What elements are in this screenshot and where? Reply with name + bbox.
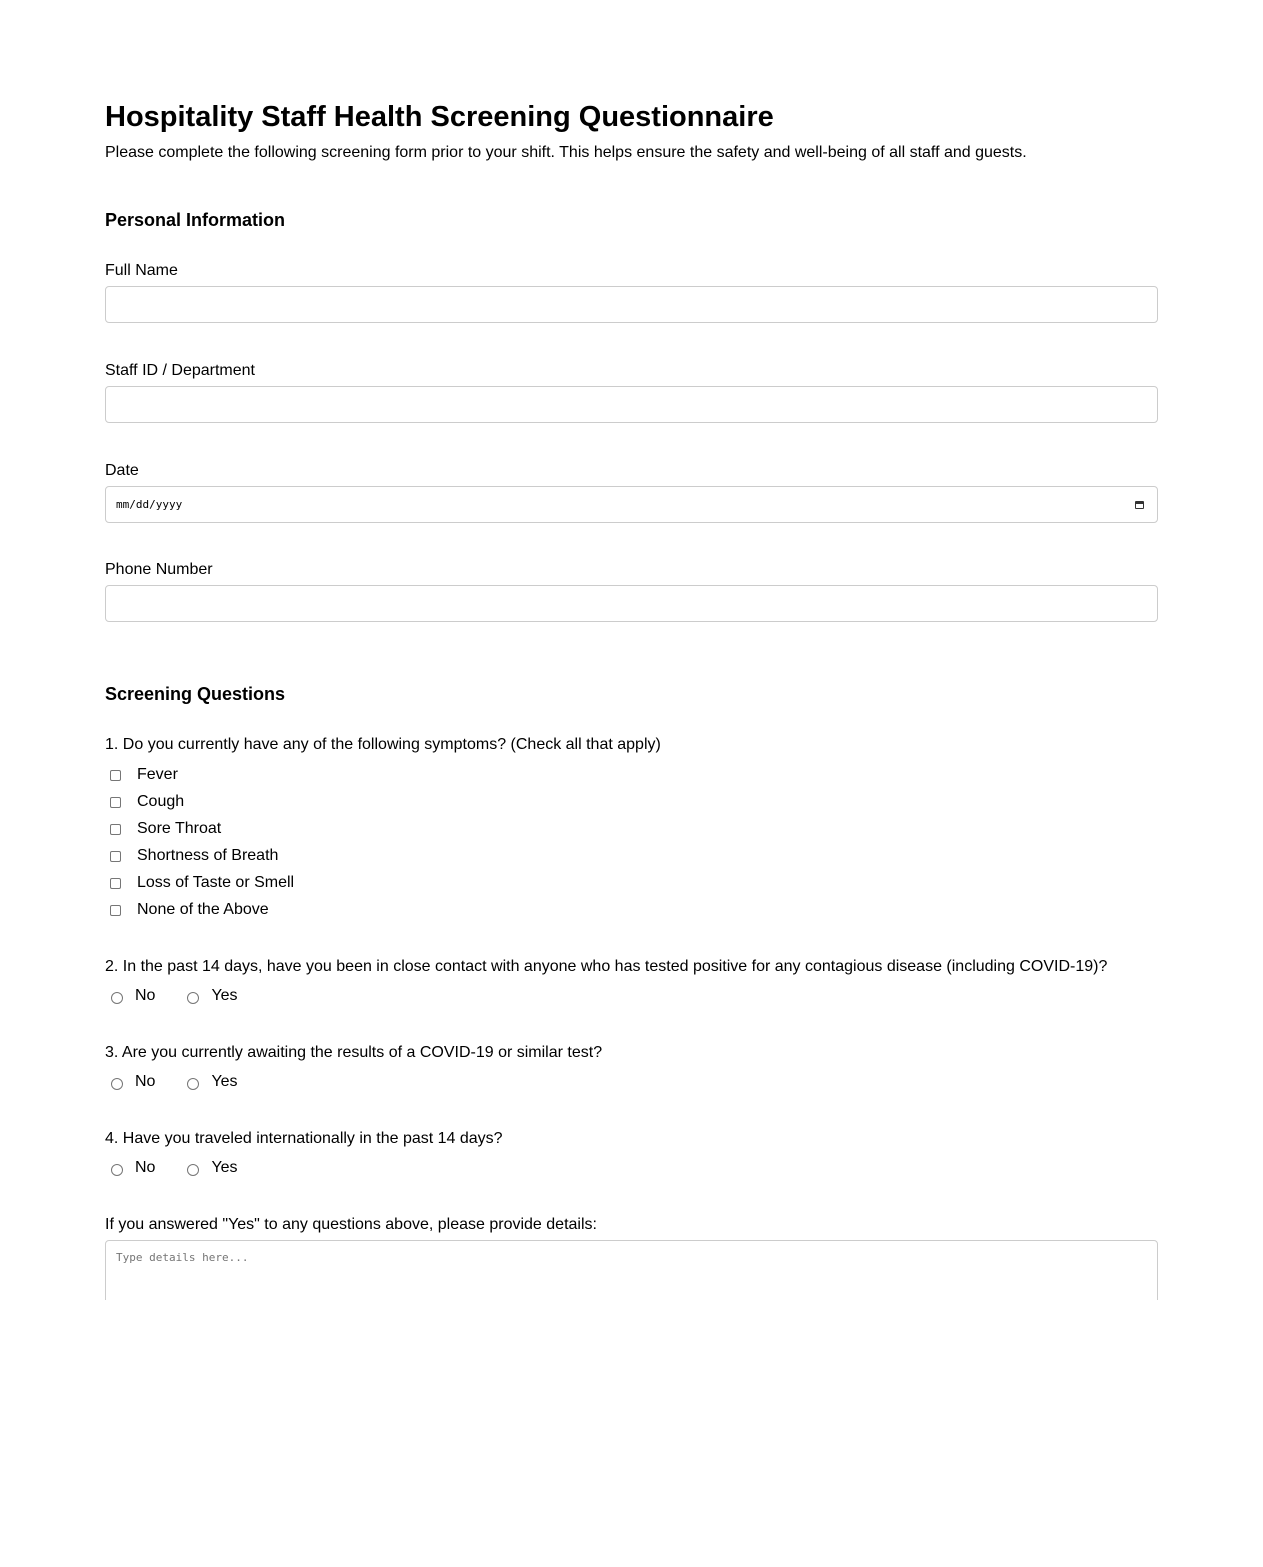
date-input[interactable] [105,486,1158,523]
q2-no-option[interactable]: No [111,987,155,1005]
checkbox[interactable] [110,770,121,781]
radio-button[interactable] [111,1078,123,1090]
intro-text: Please complete the following screening form prior to your shift. This helps ensure the safety and well-being of all staff and guests. [105,144,1027,161]
calendar-icon[interactable] [1135,501,1144,509]
symptom-none[interactable]: None of the Above [110,901,269,919]
symptom-loss-of-taste[interactable]: Loss of Taste or Smell [110,874,294,892]
date-label: Date [105,462,139,479]
staff-id-input[interactable] [105,386,1158,423]
q3-yes-option[interactable]: Yes [187,1073,237,1091]
radio-button[interactable] [187,992,199,1004]
radio-button[interactable] [187,1164,199,1176]
question-3-options [111,1073,238,1091]
q4-yes-option[interactable]: Yes [187,1159,237,1177]
question-1: 1. Do you currently have any of the following symptoms? (Check all that apply) [105,736,661,753]
symptom-sore-throat[interactable]: Sore Throat [110,820,221,838]
staff-id-label: Staff ID / Department [105,362,255,379]
screening-heading: Screening Questions [105,684,286,704]
question-4-options [111,1159,238,1177]
phone-input[interactable] [105,585,1158,622]
symptom-fever[interactable]: Fever [110,766,178,784]
q4-no-option[interactable]: No [111,1159,155,1177]
checkbox[interactable] [110,878,121,889]
checkbox[interactable] [110,905,121,916]
question-2-options [111,987,238,1005]
checkbox[interactable] [110,851,121,862]
symptom-shortness-of-breath[interactable]: Shortness of Breath [110,847,278,865]
q3-no-option[interactable]: No [111,1073,155,1091]
question-4: 4. Have you traveled internationally in the past 14 days? [105,1130,503,1147]
date-placeholder: mm/dd/yyyy [116,498,183,511]
checkbox[interactable] [110,824,121,835]
page-title: Hospitality Staff Health Screening Questionnaire [105,101,774,133]
symptom-cough[interactable]: Cough [110,793,184,811]
q2-yes-option[interactable]: Yes [187,987,237,1005]
radio-button[interactable] [111,1164,123,1176]
details-placeholder: Type details here... [116,1251,249,1264]
question-3: 3. Are you currently awaiting the results of a COVID-19 or similar test? [105,1044,603,1061]
details-textarea[interactable] [105,1240,1158,1300]
details-label: If you answered "Yes" to any questions above, please provide details: [105,1216,597,1233]
checkbox[interactable] [110,797,121,808]
full-name-input[interactable] [105,286,1158,323]
radio-button[interactable] [187,1078,199,1090]
personal-info-heading: Personal Information [105,210,286,230]
question-2: 2. In the past 14 days, have you been in close contact with anyone who has tested positive for any contagious disease (including COVID-19)? [105,958,1108,975]
radio-button[interactable] [111,992,123,1004]
full-name-label: Full Name [105,262,178,279]
phone-label: Phone Number [105,561,213,578]
